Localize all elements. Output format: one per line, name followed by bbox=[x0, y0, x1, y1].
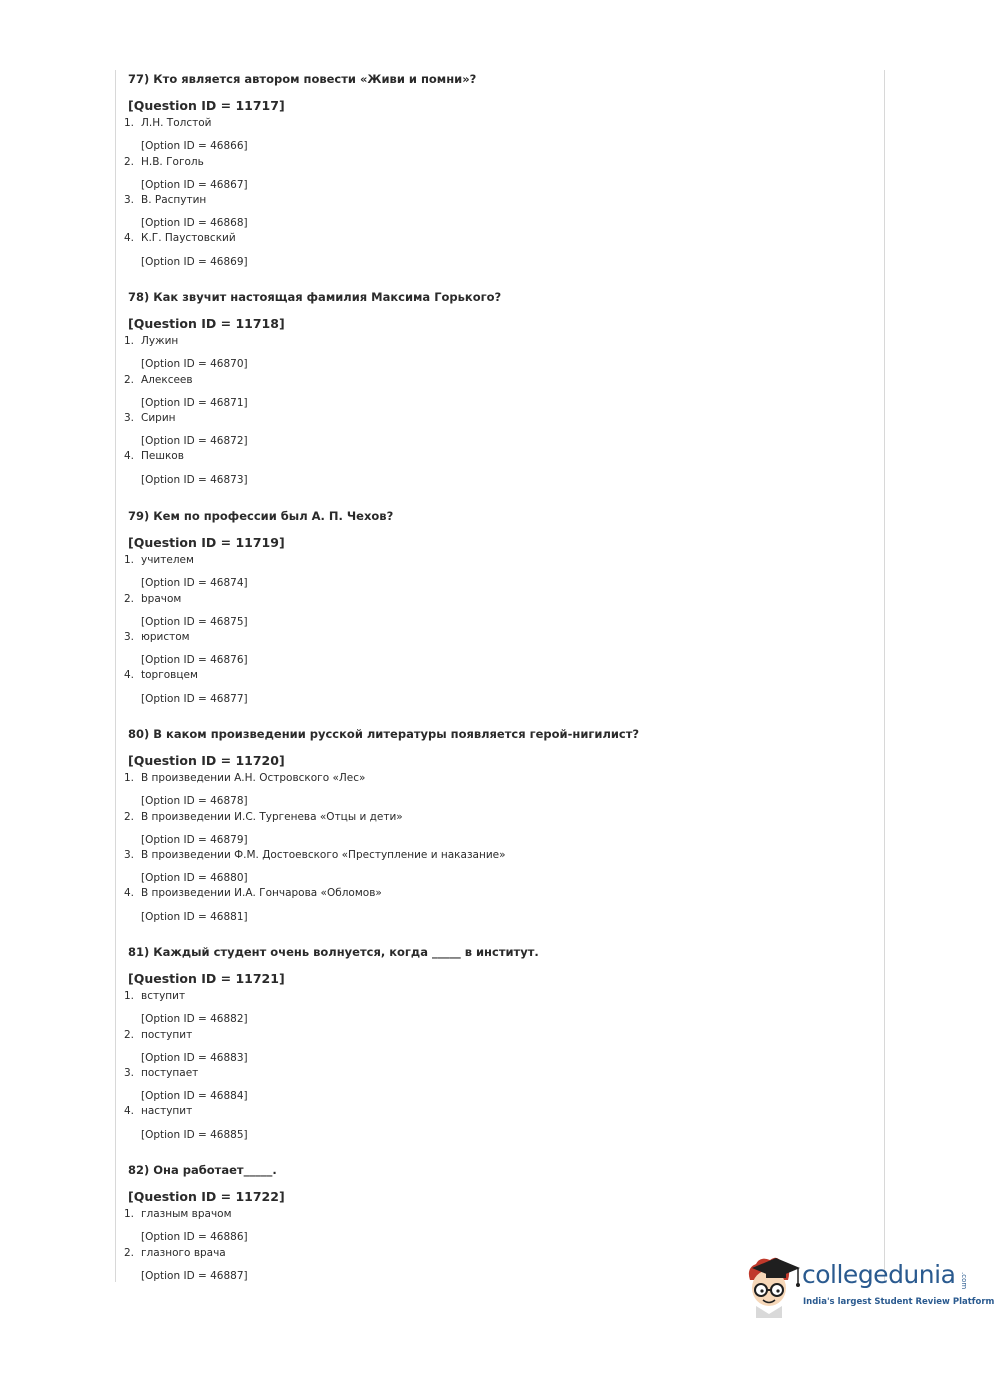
option: 1. Лужин bbox=[124, 335, 179, 348]
question-id: [Question ID = 11720] bbox=[128, 752, 285, 768]
option: 4. Пешков bbox=[124, 450, 184, 463]
option: 2. В произведении И.С. Тургенева «Отцы и дети» bbox=[124, 810, 403, 823]
option: 2. глазного врача bbox=[124, 1247, 226, 1260]
option-id: [Option ID = 46885] bbox=[141, 1129, 248, 1142]
question-title: 82) Она работает_____. bbox=[128, 1163, 277, 1178]
option-id: [Option ID = 46876] bbox=[141, 653, 248, 666]
option: 4. tорговцем bbox=[124, 668, 198, 681]
option: 1. учителем bbox=[124, 553, 194, 566]
option-id: [Option ID = 46869] bbox=[141, 256, 248, 268]
option: 4. наступит bbox=[124, 1105, 193, 1118]
option-id: [Option ID = 46871] bbox=[141, 397, 248, 410]
option: 2. Н.В. Гоголь bbox=[124, 156, 204, 168]
option: 1. Л.Н. Толстой bbox=[124, 117, 212, 129]
page-frame-right bbox=[884, 70, 885, 1282]
option: 4. В произведении И.А. Гончарова «Обломов» bbox=[124, 886, 382, 899]
option-id: [Option ID = 46874] bbox=[141, 576, 248, 589]
option-id: [Option ID = 46887] bbox=[141, 1270, 248, 1283]
option: 3. В. Распутин bbox=[124, 194, 207, 206]
question-title: 81) Каждый студент очень волнуется, когда _____ в институт. bbox=[128, 945, 539, 960]
option-id: [Option ID = 46886] bbox=[141, 1231, 248, 1244]
option: 3. Сирин bbox=[124, 412, 176, 425]
option-id: [Option ID = 46866] bbox=[141, 140, 248, 152]
question-block bbox=[124, 945, 874, 1163]
option-id: [Option ID = 46877] bbox=[141, 692, 248, 705]
option-id: [Option ID = 46872] bbox=[141, 435, 248, 448]
option: 4. К.Г. Паустовский bbox=[124, 232, 236, 244]
question-id: [Question ID = 11721] bbox=[128, 971, 285, 987]
option-id: [Option ID = 46870] bbox=[141, 358, 248, 371]
question-id: [Question ID = 11717] bbox=[128, 98, 285, 113]
option-id: [Option ID = 46875] bbox=[141, 615, 248, 628]
option-id: [Option ID = 46867] bbox=[141, 179, 248, 191]
option-id: [Option ID = 46882] bbox=[141, 1013, 248, 1026]
question-block bbox=[124, 290, 874, 508]
question-title: 80) В каком произведении русской литературы появляется герой-нигилист? bbox=[128, 726, 640, 741]
option-id: [Option ID = 46879] bbox=[141, 833, 248, 846]
option: 2. Алексеев bbox=[124, 374, 193, 387]
logo-wordmark: collegedunia bbox=[802, 1260, 956, 1289]
option: 3. юристом bbox=[124, 630, 190, 643]
question-block bbox=[124, 72, 874, 290]
option-id: [Option ID = 46883] bbox=[141, 1052, 248, 1065]
logo-suffix: .com bbox=[960, 1272, 968, 1290]
question-list bbox=[124, 72, 874, 1382]
option-id: [Option ID = 46878] bbox=[141, 794, 248, 807]
option-id: [Option ID = 46884] bbox=[141, 1090, 248, 1103]
option: 1. В произведении А.Н. Островского «Лес» bbox=[124, 771, 366, 784]
collegedunia-logo bbox=[742, 1250, 995, 1322]
option: 3. В произведении Ф.М. Достоевского «Преступление и наказание» bbox=[124, 848, 506, 861]
question-id: [Question ID = 11718] bbox=[128, 316, 285, 332]
question-id: [Question ID = 11719] bbox=[128, 534, 285, 550]
option: 1. вступит bbox=[124, 990, 186, 1003]
mascot-icon bbox=[742, 1250, 804, 1322]
option: 2. bрачом bbox=[124, 592, 182, 605]
logo-tagline: India's largest Student Review Platform bbox=[803, 1297, 995, 1307]
question-block bbox=[124, 509, 874, 727]
option: 1. глазным врачом bbox=[124, 1208, 232, 1221]
option: 3. поступает bbox=[124, 1067, 199, 1080]
option-id: [Option ID = 46868] bbox=[141, 217, 248, 229]
option-id: [Option ID = 46880] bbox=[141, 871, 248, 884]
question-title: 78) Как звучит настоящая фамилия Максима Горького? bbox=[128, 290, 502, 305]
question-id: [Question ID = 11722] bbox=[128, 1189, 285, 1205]
option: 2. поступит bbox=[124, 1029, 193, 1042]
question-title: 79) Кем по профессии был А. П. Чехов? bbox=[128, 508, 394, 523]
page-frame-left bbox=[115, 70, 116, 1282]
option-id: [Option ID = 46873] bbox=[141, 474, 248, 487]
option-id: [Option ID = 46881] bbox=[141, 910, 248, 923]
question-title: 77) Кто является автором повести «Живи и помни»? bbox=[128, 72, 477, 86]
question-block bbox=[124, 727, 874, 945]
